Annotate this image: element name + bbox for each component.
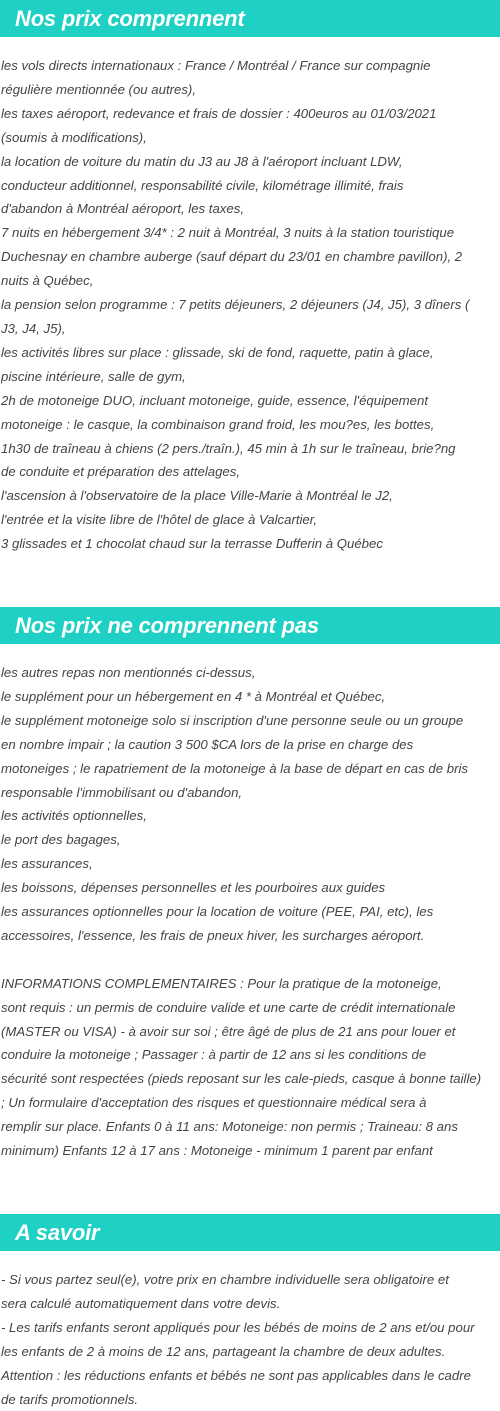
text-line: piscine intérieure, salle de gym,	[1, 368, 186, 384]
text-line: sera calculé automatiquement dans votre devis.	[1, 1295, 281, 1311]
text-line: motoneiges ; le rapatriement de la motoneige à la base de départ en cas de bris	[1, 760, 468, 776]
text-line: l'entrée et la visite libre de l'hôtel de glace à Valcartier,	[1, 512, 318, 528]
text-line: l'ascension à l'observatoire de la place Ville-Marie à Montréal le J2,	[1, 488, 393, 504]
text-line: en nombre impair ; la caution 3 500 $CA lors de la prise en charge des	[1, 736, 414, 752]
text-line: d'abandon à Montréal aéroport, les taxes,	[1, 201, 244, 217]
section-included	[0, 0, 500, 556]
text-line: - Si vous partez seul(e), votre prix en chambre individuelle sera obligatoire et	[1, 1272, 449, 1287]
text-line: ; Un formulaire d'acceptation des risques et questionnaire médical sera à	[1, 1095, 427, 1111]
text-line: Attention : les réductions enfants et bébés ne sont pas applicables dans le cadre	[1, 1367, 471, 1383]
text-line: les vols directs internationaux : France / Montréal / France sur compagnie	[1, 58, 431, 73]
text-line: sécurité sont respectées (pieds reposant sur les cale-pieds, casque à bonne taille)	[1, 1071, 482, 1087]
text-line: 3 glissades et 1 chocolat chaud sur la terrasse Dufferin à Québec	[1, 536, 383, 552]
text-line: nuits à Québec,	[1, 273, 94, 289]
text-line: responsable l'immobilisant ou d'abandon,	[1, 784, 243, 800]
text-line: minimum) Enfants 12 à 17 ans : Motoneige - minimum 1 parent par enfant	[1, 1143, 433, 1159]
text-line: INFORMATIONS COMPLEMENTAIRES : Pour la pratique de la motoneige,	[1, 975, 442, 991]
text-line: la pension selon programme : 7 petits déjeuners, 2 déjeuners (J4, J5), 3 dîners (	[1, 297, 470, 313]
text-line: régulière mentionnée (ou autres),	[1, 81, 196, 97]
paragraph-gap	[1, 948, 499, 972]
section-body-a-savoir	[0, 1251, 500, 1411]
text-line: (MASTER ou VISA) - à avoir sur soi ; être âgé de plus de 21 ans pour louer et	[1, 1023, 456, 1039]
text-line: accessoires, l'essence, les frais de pneux hiver, les surcharges aéroport.	[1, 927, 425, 943]
text-line: les boissons, dépenses personnelles et les pourboires aux guides	[1, 880, 386, 896]
text-line: le supplément pour un hébergement en 4 * à Montréal et Québec,	[1, 688, 386, 704]
text-line: la location de voiture du matin du J3 au J8 à l'aéroport incluant LDW,	[1, 153, 403, 169]
text-line: J3, J4, J5),	[1, 320, 66, 336]
text-line: les assurances optionnelles pour la location de voiture (PEE, PAI, etc), les	[1, 904, 434, 920]
section-header-a-savoir	[0, 1214, 500, 1251]
text-line: conducteur additionnel, responsabilité civile, kilométrage illimité, frais	[1, 177, 404, 193]
text-line: (soumis à modifications),	[1, 129, 147, 145]
text-line: de conduite et préparation des attelages,	[1, 464, 241, 480]
text-line: 2h de motoneige DUO, incluant motoneige, guide, essence, l'équipement	[1, 392, 428, 408]
text-line: - Les tarifs enfants seront appliqués pour les bébés de moins de 2 ans et/ou pour	[1, 1319, 475, 1335]
text-line: sont requis : un permis de conduire valide et une carte de crédit internationale	[1, 999, 456, 1015]
section-header-included	[0, 0, 500, 37]
text-line: le supplément motoneige solo si inscription d'une personne seule ou un groupe	[1, 712, 464, 728]
section-body-not-included	[0, 644, 500, 1163]
text-line: les taxes aéroport, redevance et frais de dossier : 400euros au 01/03/2021	[1, 105, 437, 121]
text-line: Duchesnay en chambre auberge (sauf départ du 23/01 en chambre pavillon), 2	[1, 249, 463, 265]
text-line: le port des bagages,	[1, 832, 121, 848]
text-line: conduire la motoneige ; Passager : à partir de 12 ans si les conditions de	[1, 1047, 427, 1063]
text-line: de tarifs promotionnels.	[1, 1391, 139, 1407]
section-not-included	[0, 607, 500, 1163]
section-body-included	[0, 37, 500, 556]
section-header-not-included	[0, 607, 500, 644]
text-line: motoneige : le casque, la combinaison grand froid, les mou?es, les bottes,	[1, 416, 435, 432]
text-line: remplir sur place. Enfants 0 à 11 ans: Motoneige: non permis ; Traineau: 8 ans	[1, 1119, 458, 1135]
text-line: les autres repas non mentionnés ci-dessus,	[1, 665, 256, 680]
section-title: Nos prix ne comprennent pas	[15, 612, 319, 638]
section-a-savoir	[0, 1214, 500, 1411]
section-title: A savoir	[15, 1219, 100, 1245]
section-title: Nos prix comprennent	[15, 5, 245, 31]
text-line: 1h30 de traîneau à chiens (2 pers./traîn.), 45 min à 1h sur le traîneau, brie?ng	[1, 440, 456, 456]
text-line: les enfants de 2 à moins de 12 ans, partageant la chambre de deux adultes.	[1, 1343, 446, 1359]
text-line: 7 nuits en hébergement 3/4* : 2 nuit à Montréal, 3 nuits à la station touristique	[1, 225, 455, 241]
text-line: les activités optionnelles,	[1, 808, 147, 824]
text-line: les assurances,	[1, 856, 93, 872]
text-line: les activités libres sur place : glissade, ski de fond, raquette, patin à glace,	[1, 344, 434, 360]
